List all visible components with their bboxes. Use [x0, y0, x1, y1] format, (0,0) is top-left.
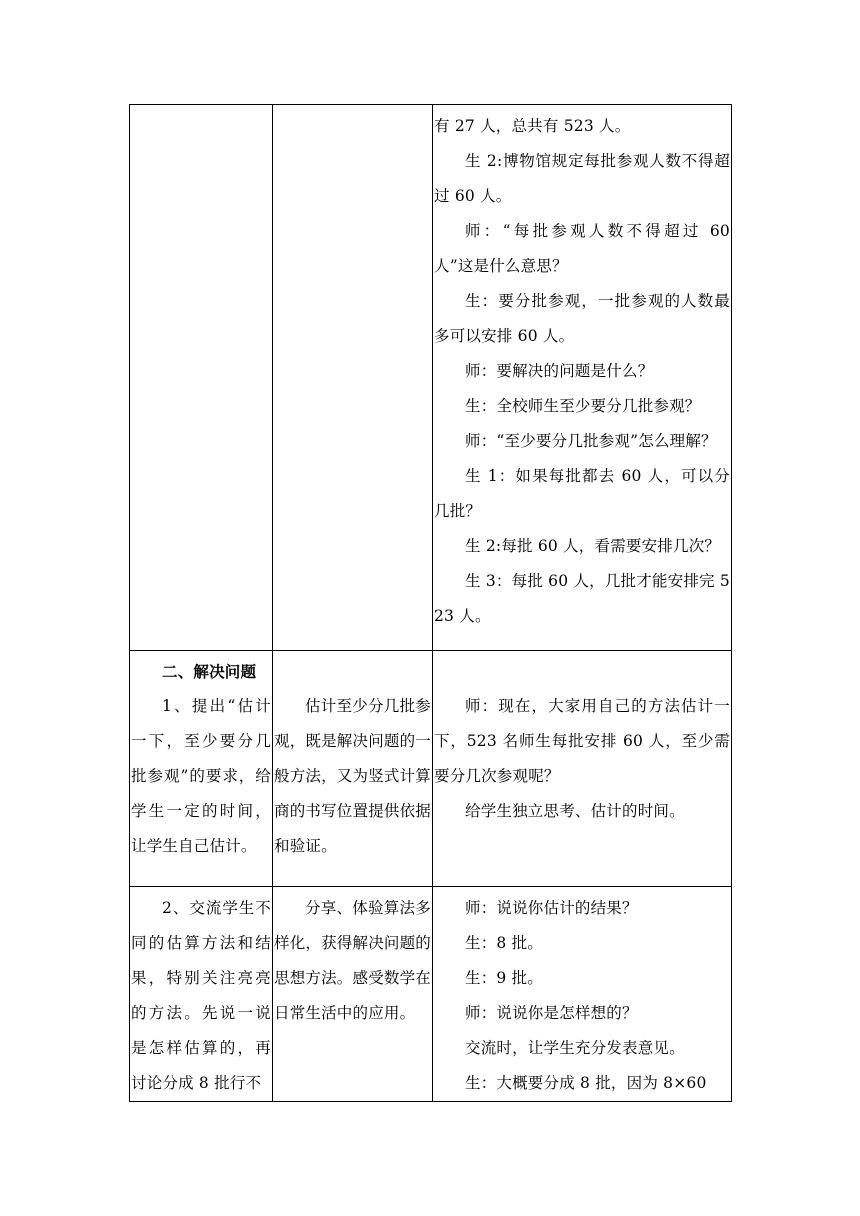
dialogue-line: 交流时，让学生充分发表意见。: [465, 1039, 685, 1057]
dialogue-line: 生：9 批。: [465, 969, 543, 987]
process-text: 2、交流学生不同的估算方法和结果，特别关注亮亮的方法。先说一说是怎样估算的，再讨论分成 8 批行不: [131, 899, 271, 1092]
dialogue-line: 生：8 批。: [465, 934, 543, 952]
dialogue-line: 生 3：每批 60 人，几批才能安排完 523 人。: [434, 572, 730, 625]
dialogue-line: 师：要解决的问题是什么？: [465, 362, 654, 380]
table-row: [130, 887, 732, 1102]
dialogue-line: 师：现在，大家用自己的方法估计一下，523 名师生每批安排 60 人，至少需要分几次参观呢？: [434, 697, 730, 785]
process-cell: [130, 651, 273, 887]
dialogue-cell: [433, 887, 732, 1102]
intent-cell: [273, 651, 433, 887]
table-row: [130, 105, 732, 651]
intent-cell: [273, 887, 433, 1102]
intent-text: 分享、体验算法多样化，获得解决问题的思想方法。感受数学在日常生活中的应用。: [274, 899, 432, 1022]
dialogue-cell: [433, 651, 732, 887]
dialogue-line: 生：大概要分成 8 批，因为 8×60: [465, 1074, 707, 1092]
section-heading: 二、解决问题: [162, 662, 257, 681]
dialogue-line: 师：说说你是怎样想的？: [465, 1004, 638, 1022]
dialogue-line: 师：说说你估计的结果？: [465, 899, 638, 917]
process-text: 1、提出“估计一下，至少要分几批参观”的要求，给学生一定的时间，让学生自己估计。: [131, 697, 271, 855]
dialogue-cell: [433, 105, 732, 651]
dialogue-line: 生 2:博物馆规定每批参观人数不得超过 60 人。: [434, 152, 730, 205]
intent-cell: [273, 105, 433, 651]
dialogue-line: 生 1：如果每批都去 60 人，可以分几批？: [434, 467, 730, 520]
table-row: [130, 651, 732, 887]
dialogue-line: 给学生独立思考、估计的时间。: [465, 802, 685, 820]
process-cell: [130, 887, 273, 1102]
dialogue-line: 生：全校师生至少要分几批参观？: [465, 397, 701, 415]
dialogue-line: 师：“至少要分几批参观”怎么理解？: [465, 432, 717, 450]
lesson-plan-table: [129, 104, 732, 1102]
dialogue-line: 师：“每批参观人数不得超过 60 人”这是什么意思？: [434, 222, 730, 275]
intent-text: 估计至少分几批参观，既是解决问题的一般方法，又为竖式计算商的书写位置提供依据和验证。: [274, 697, 432, 855]
dialogue-line: 有 27 人，总共有 523 人。: [434, 117, 631, 135]
dialogue-line: 生：要分批参观，一批参观的人数最多可以安排 60 人。: [434, 292, 730, 345]
process-cell: [130, 105, 273, 651]
dialogue-line: 生 2:每批 60 人，看需要安排几次？: [465, 537, 721, 555]
